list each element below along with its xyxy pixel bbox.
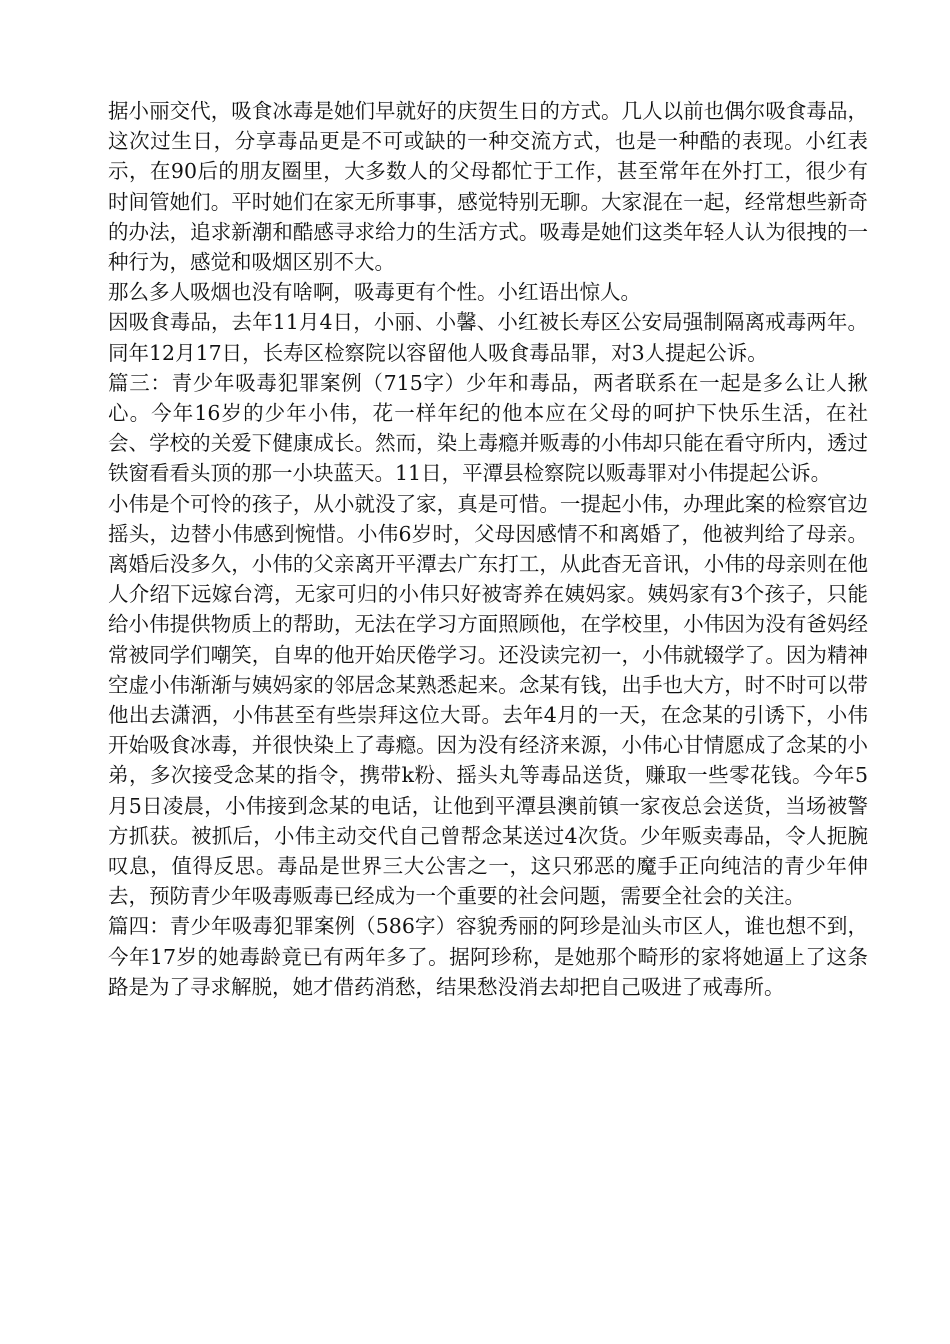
paragraph-3: 因吸食毒品，去年11月4日，小丽、小馨、小红被长寿区公安局强制隔离戒毒两年。同年12月17日，长寿区检察院以容留他人吸食毒品罪，对3人提起公诉。 [108, 310, 868, 365]
document-page [108, 96, 868, 1002]
paragraph-5: 小伟是个可怜的孩子，从小就没了家，真是可惜。一提起小伟，办理此案的检察官边摇头，边替小伟感到惋惜。小伟6岁时，父母因感情不和离婚了，他被判给了母亲。离婚后没多久，小伟的父亲离开平潭去广东打工，从此杳无音讯，小伟的母亲则在他人介绍下远嫁台湾，无家可归的小伟只好被寄养在姨妈家。姨妈家有3个孩子，只能给小伟提供物质上的帮助，无法在学习方面照顾他，在学校里，小伟因为没有爸妈经常被同学们嘲笑，自卑的他开始厌倦学习。还没读完初一，小伟就辍学了。因为精神空虚小伟渐渐与姨妈家的邻居念某熟悉起来。念某有钱，出手也大方，时不时可以带他出去潇洒，小伟甚至有些崇拜这位大哥。去年4月的一天，在念某的引诱下，小伟开始吸食冰毒，并很快染上了毒瘾。因为没有经济来源，小伟心甘情愿成了念某的小弟，多次接受念某的指令，携带k粉、摇头丸等毒品送货，赚取一些零花钱。今年5月5日凌晨，小伟接到念某的电话，让他到平潭县澳前镇一家夜总会送货，当场被警方抓获。被抓后，小伟主动交代自己曾帮念某送过4次货。少年贩卖毒品，令人扼腕叹息，值得反思。毒品是世界三大公害之一，这只邪恶的魔手正向纯洁的青少年伸去，预防青少年吸毒贩毒已经成为一个重要的社会问题，需要全社会的关注。 [108, 491, 868, 909]
paragraph-2: 那么多人吸烟也没有啥啊，吸毒更有个性。小红语出惊人。 [108, 280, 641, 305]
paragraph-4: 篇三：青少年吸毒犯罪案例（715字）少年和毒品，两者联系在一起是多么让人揪心。今年16岁的少年小伟，花一样年纪的他本应在父母的呵护下快乐生活，在社会、学校的关爱下健康成长。然而，染上毒瘾并贩毒的小伟却只能在看守所内，透过铁窗看看头顶的那一小块蓝天。11日，平潭县检察院以贩毒罪对小伟提起公诉。 [108, 370, 868, 486]
paragraph-1: 据小丽交代，吸食冰毒是她们早就好的庆贺生日的方式。几人以前也偶尔吸食毒品，这次过生日，分享毒品更是不可或缺的一种交流方式，也是一种酷的表现。小红表示，在90后的朋友圈里，大多数人的父母都忙于工作，甚至常年在外打工，很少有时间管她们。平时她们在家无所事事，感觉特别无聊。大家混在一起，经常想些新奇的办法，追求新潮和酷感寻求给力的生活方式。吸毒是她们这类年轻人认为很拽的一种行为，感觉和吸烟区别不大。 [108, 99, 868, 275]
paragraph-6: 篇四：青少年吸毒犯罪案例（586字）容貌秀丽的阿珍是汕头市区人，谁也想不到，今年17岁的她毒龄竟已有两年多了。据阿珍称，是她那个畸形的家将她逼上了这条路是为了寻求解脱，她才借药消愁，结果愁没消去却把自己吸进了戒毒所。 [108, 914, 868, 999]
